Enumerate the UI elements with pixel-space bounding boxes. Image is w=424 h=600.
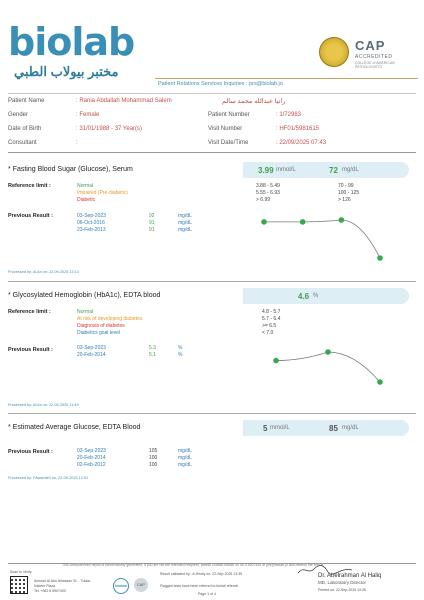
hba1c-result: 4.6 — [298, 292, 310, 301]
trend-point — [261, 219, 267, 225]
fbs-result-conv: 72 — [329, 166, 338, 175]
eag-result-si: 5 — [263, 424, 268, 433]
hba1c-prev-value: 5.1 — [149, 352, 156, 358]
scan-label: Scan to Verify — [10, 570, 32, 574]
fbs-result-si: 3.99 — [258, 166, 274, 175]
eag-prev-unit: mg/dL — [178, 455, 192, 461]
visit-date-value: : 22/09/2025 07:43 — [276, 140, 327, 146]
fbs-ref-impaired: Impaired (Pre-diabetic) — [77, 190, 128, 196]
fbs-title: * Fasting Blood Sugar (Glucose), Serum — [8, 166, 133, 173]
fbs-reference-label: Reference limit : — [8, 183, 51, 189]
hba1c-title: * Glycosylated Hemoglobin (HbA1c), EDTA blood — [8, 292, 161, 299]
eag-prev-unit: mg/dL — [178, 448, 192, 454]
fbs-divider — [8, 281, 416, 282]
eag-prev-date: 20-Feb-2014 — [77, 455, 106, 461]
cap-subline: COLLEGE of AMERICAN PATHOLOGISTS — [355, 61, 395, 69]
fbs-prev-unit: mg/dL — [178, 220, 192, 226]
trend-point — [300, 219, 306, 225]
visit-date-label: Visit Date/Time — [208, 140, 249, 146]
fbs-ref-normal: Normal — [77, 183, 94, 189]
header-divider — [155, 78, 418, 79]
fbs-ref-diabetic-conv: > 126 — [338, 197, 351, 203]
footer-notice: This computerized report is electronically generated, if you are not the intended recipient, please contact Biolab on 06 4 5907440 or prs@biolab.jo and destroy the report. — [62, 563, 324, 567]
visit-number-label: Visit Number — [208, 126, 243, 132]
hba1c-ref-range: < 7.0 — [262, 330, 274, 336]
gender-value: : Female — [76, 112, 100, 118]
fbs-ref-diabetic-si: > 6.99 — [256, 197, 271, 203]
eag-prev-date: 03-Sep-2023 — [77, 448, 106, 454]
fbs-prev-unit: mg/dL — [178, 213, 192, 219]
eag-prev-value: 100 — [149, 455, 158, 461]
hba1c-result-band — [243, 288, 409, 304]
flagged-note: Flagged tests have been referred to biolab referral — [160, 584, 238, 588]
eag-prev-date: 02-Feb-2012 — [77, 462, 106, 468]
doctor-title: MD, Laboratory Director — [318, 580, 367, 585]
printed-on: Printed on: 22-Sep-2025 13:35 — [318, 588, 366, 592]
hba1c-trend-line — [276, 352, 380, 382]
eag-previous-label: Previous Result : — [8, 449, 53, 455]
eag-result-band — [243, 420, 409, 436]
hba1c-trend-chart — [250, 338, 410, 398]
contact-line[interactable]: Patient Relations Services Inquiries : prs@biolab.jo — [158, 81, 283, 87]
hba1c-previous-label: Previous Result : — [8, 347, 53, 353]
cap-mini-logo: CAP — [134, 578, 148, 592]
accreditation-seal-icon — [319, 37, 349, 67]
hba1c-prev-date: 20-Feb-2014 — [77, 352, 106, 358]
hba1c-divider — [8, 413, 416, 414]
fbs-ref-normal-conv: 70 - 99 — [338, 183, 354, 189]
cap-subtitle: ACCREDITED — [355, 54, 393, 60]
eag-title: * Estimated Average Glucose, EDTA Blood — [8, 424, 141, 431]
fbs-trend-chart — [250, 200, 410, 270]
consultant-value: : — [76, 140, 78, 146]
hba1c-prev-date: 03-Sep-2023 — [77, 345, 106, 351]
patient-name-value: : Rania Abdallah Mohammad Salem — [76, 98, 172, 104]
cap-title: CAP — [355, 38, 386, 53]
fbs-prev-value: 92 — [149, 213, 155, 219]
eag-prev-value: 105 — [149, 448, 158, 454]
visit-number-value: : HF01/5981615 — [276, 126, 320, 132]
validated-by: Result validated by : A.Hindiy on: 22-Sep-2025 13:35 — [160, 572, 243, 576]
patient-number-value: : 1/72983 — [276, 112, 302, 118]
hba1c-prev-value: 5.3 — [149, 345, 156, 351]
hba1c-ref-range: 4.8 - 5.7 — [262, 309, 281, 315]
hba1c-unit: % — [313, 293, 319, 299]
hba1c-ref-at-risk: At risk of developing diabetes — [77, 316, 143, 322]
address-line-2: Kabeer Plaza — [34, 584, 56, 588]
biolab-mini-logo: biolab — [113, 578, 129, 594]
address-line-1: Amman Al Abu Alhassan St. - Tulaia — [34, 579, 90, 583]
eag-prev-unit: mg/dL — [178, 462, 192, 468]
fbs-prev-unit: mg/dL — [178, 227, 192, 233]
hba1c-ref-diagnosis: Diagnosis of diabetes — [77, 323, 125, 329]
biolab-logo: biolab — [8, 20, 135, 64]
trend-point — [339, 217, 345, 223]
hba1c-ref-goal: Diabetics goal level — [77, 330, 121, 336]
dob-value: : 31/01/1988 - 37 Year(s) — [76, 126, 143, 132]
patient-number-label: Patient Number — [208, 112, 250, 118]
trend-point — [377, 255, 383, 261]
hba1c-ref-range: >= 6.5 — [262, 323, 277, 329]
consultant-label: Consultant — [8, 140, 37, 146]
dob-label: Date of Birth — [8, 126, 42, 132]
fbs-prev-date: 06-Oct-2016 — [77, 220, 105, 226]
hba1c-prev-unit: % — [178, 345, 183, 351]
patient-name-label: Patient Name — [8, 98, 45, 104]
page-number: Page 1 of 4 — [198, 592, 216, 596]
info-top-divider — [8, 93, 416, 94]
cap-accreditation-logo — [355, 38, 417, 68]
fbs-processed: Processed by: ALita on: 22-09-2025 13:13 — [8, 270, 79, 274]
fbs-trend-line — [264, 220, 380, 258]
fbs-prev-value: 91 — [149, 227, 155, 233]
gender-label: Gender — [8, 112, 29, 118]
fbs-unit-si: mmol/L — [276, 167, 296, 173]
hba1c-processed: Processed by: ALita on: 22-09-2025 11:49 — [8, 403, 79, 407]
fbs-ref-diabetic: Diabetic — [77, 197, 96, 203]
trend-point — [377, 379, 383, 385]
eag-processed: Processed by: FAwamleh on: 22-09-2025 12:51 — [8, 476, 89, 480]
doctor-name: Dr. Abelrahman Al Haliq — [318, 573, 382, 579]
fbs-previous-label: Previous Result : — [8, 213, 53, 219]
fbs-ref-normal-si: 3.88 - 5.49 — [256, 183, 280, 189]
trend-point — [325, 349, 331, 355]
qr-code-icon[interactable] — [10, 576, 28, 594]
eag-prev-value: 100 — [149, 462, 158, 468]
hba1c-ref-normal: Normal — [77, 309, 94, 315]
info-bottom-divider — [8, 152, 416, 153]
fbs-prev-date: 23-Feb-2013 — [77, 227, 106, 233]
trend-point — [273, 358, 279, 364]
phone-line: Tel: +962 6 5907000 — [34, 589, 66, 593]
eag-unit-conv: mg/dL — [342, 425, 359, 431]
fbs-unit-conv: mg/dL — [342, 167, 359, 173]
hba1c-prev-unit: % — [178, 352, 183, 358]
hba1c-ref-range: 5.7 - 6.4 — [262, 316, 281, 322]
fbs-prev-date: 03-Sep-2023 — [77, 213, 106, 219]
patient-name-arabic: رانيا عبدالله محمد سالم — [222, 98, 286, 105]
fbs-ref-impaired-conv: 100 - 125 — [338, 190, 360, 196]
eag-unit-si: mmol/L — [270, 425, 290, 431]
eag-result-conv: 85 — [329, 424, 338, 433]
fbs-prev-value: 91 — [149, 220, 155, 226]
hba1c-reference-label: Reference limit : — [8, 309, 51, 315]
biolab-logo-arabic: مختبر بيولاب الطبي — [14, 64, 119, 79]
fbs-ref-impaired-si: 5.55 - 6.93 — [256, 190, 280, 196]
